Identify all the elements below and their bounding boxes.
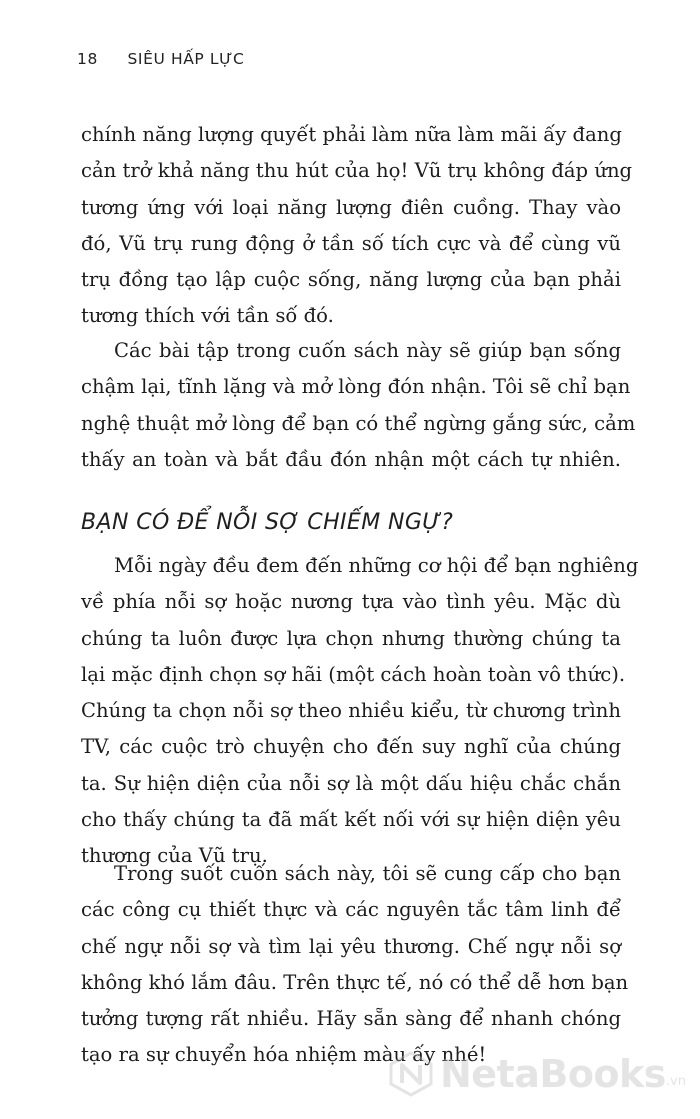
text-line: chúng ta luôn được lựa chọn nhưng thường chúng ta: [81, 626, 621, 650]
paragraph: [81, 333, 636, 478]
text-line: tưởng tượng rất nhiều. Hãy sẵn sàng để nhanh chóng: [81, 1007, 621, 1031]
netabooks-logo-icon: [388, 1051, 434, 1097]
text-line: chế ngự nỗi sợ và tìm lại yêu thương. Chế ngự nỗi sợ: [81, 934, 621, 958]
text-line: nghệ thuật mở lòng để bạn có thể ngừng gắng sức, cảm: [81, 411, 636, 435]
text-line: ta. Sự hiện diện của nỗi sợ là một dấu hiệu chắc chắn: [81, 771, 621, 795]
text-line: thương của Vũ trụ.: [81, 844, 268, 868]
running-head: [77, 50, 244, 68]
text-line: các công cụ thiết thực và các nguyên tắc tâm linh để: [81, 898, 621, 922]
text-line: cản trở khả năng thu hút của họ! Vũ trụ không đáp ứng: [81, 159, 633, 183]
text-line: không khó lắm đâu. Trên thực tế, nó có thể dễ hơn bạn: [81, 970, 629, 994]
text-line: trụ đồng tạo lập cuộc sống, năng lượng của bạn phải: [81, 268, 621, 292]
paragraph: [81, 548, 639, 875]
text-line: chậm lại, tĩnh lặng và mở lòng đón nhận. Tôi sẽ chỉ bạn: [81, 375, 631, 399]
text-line: chính năng lượng quyết phải làm nữa làm mãi ấy đang: [81, 123, 622, 146]
text-line: Trong suốt cuốn sách này, tôi sẽ cung cấp cho bạn: [114, 862, 621, 885]
paragraph: [81, 856, 629, 1074]
paragraph-continuation: [81, 117, 633, 335]
text-line: Mỗi ngày đều đem đến những cơ hội để bạn nghiêng: [114, 554, 639, 577]
text-line: đó, Vũ trụ rung động ở tần số tích cực và để cùng vũ: [81, 231, 621, 255]
text-line: tạo ra sự chuyển hóa nhiệm màu ấy nhé!: [81, 1043, 487, 1067]
text-line: cho thấy chúng ta đã mất kết nối với sự hiện diện yêu: [81, 808, 621, 832]
text-line: lại mặc định chọn sợ hãi (một cách hoàn toàn vô thức).: [81, 662, 626, 686]
text-line: tương ứng với loại năng lượng điên cuồng. Thay vào: [81, 195, 621, 219]
text-line: về phía nỗi sợ hoặc nương tựa vào tình yêu. Mặc dù: [81, 590, 621, 614]
watermark: [388, 1051, 686, 1097]
text-line: tương thích với tần số đó.: [81, 304, 334, 328]
watermark-suffix: .vn: [665, 1074, 686, 1089]
text-line: Chúng ta chọn nỗi sợ theo nhiều kiểu, từ chương trình: [81, 699, 621, 723]
text-line: thấy an toàn và bắt đầu đón nhận một cách tự nhiên.: [81, 447, 621, 471]
section-heading: BẠN CÓ ĐỂ NỖI SỢ CHIẾM NGỰ?: [81, 510, 454, 535]
running-title: SIÊU HẤP LỰC: [127, 50, 245, 68]
text-line: TV, các cuộc trò chuyện cho đến suy nghĩ của chúng: [81, 735, 621, 759]
text-line: Các bài tập trong cuốn sách này sẽ giúp bạn sống: [114, 339, 621, 362]
watermark-brand: NetaBooks: [439, 1052, 666, 1096]
page-number: 18: [77, 50, 98, 68]
